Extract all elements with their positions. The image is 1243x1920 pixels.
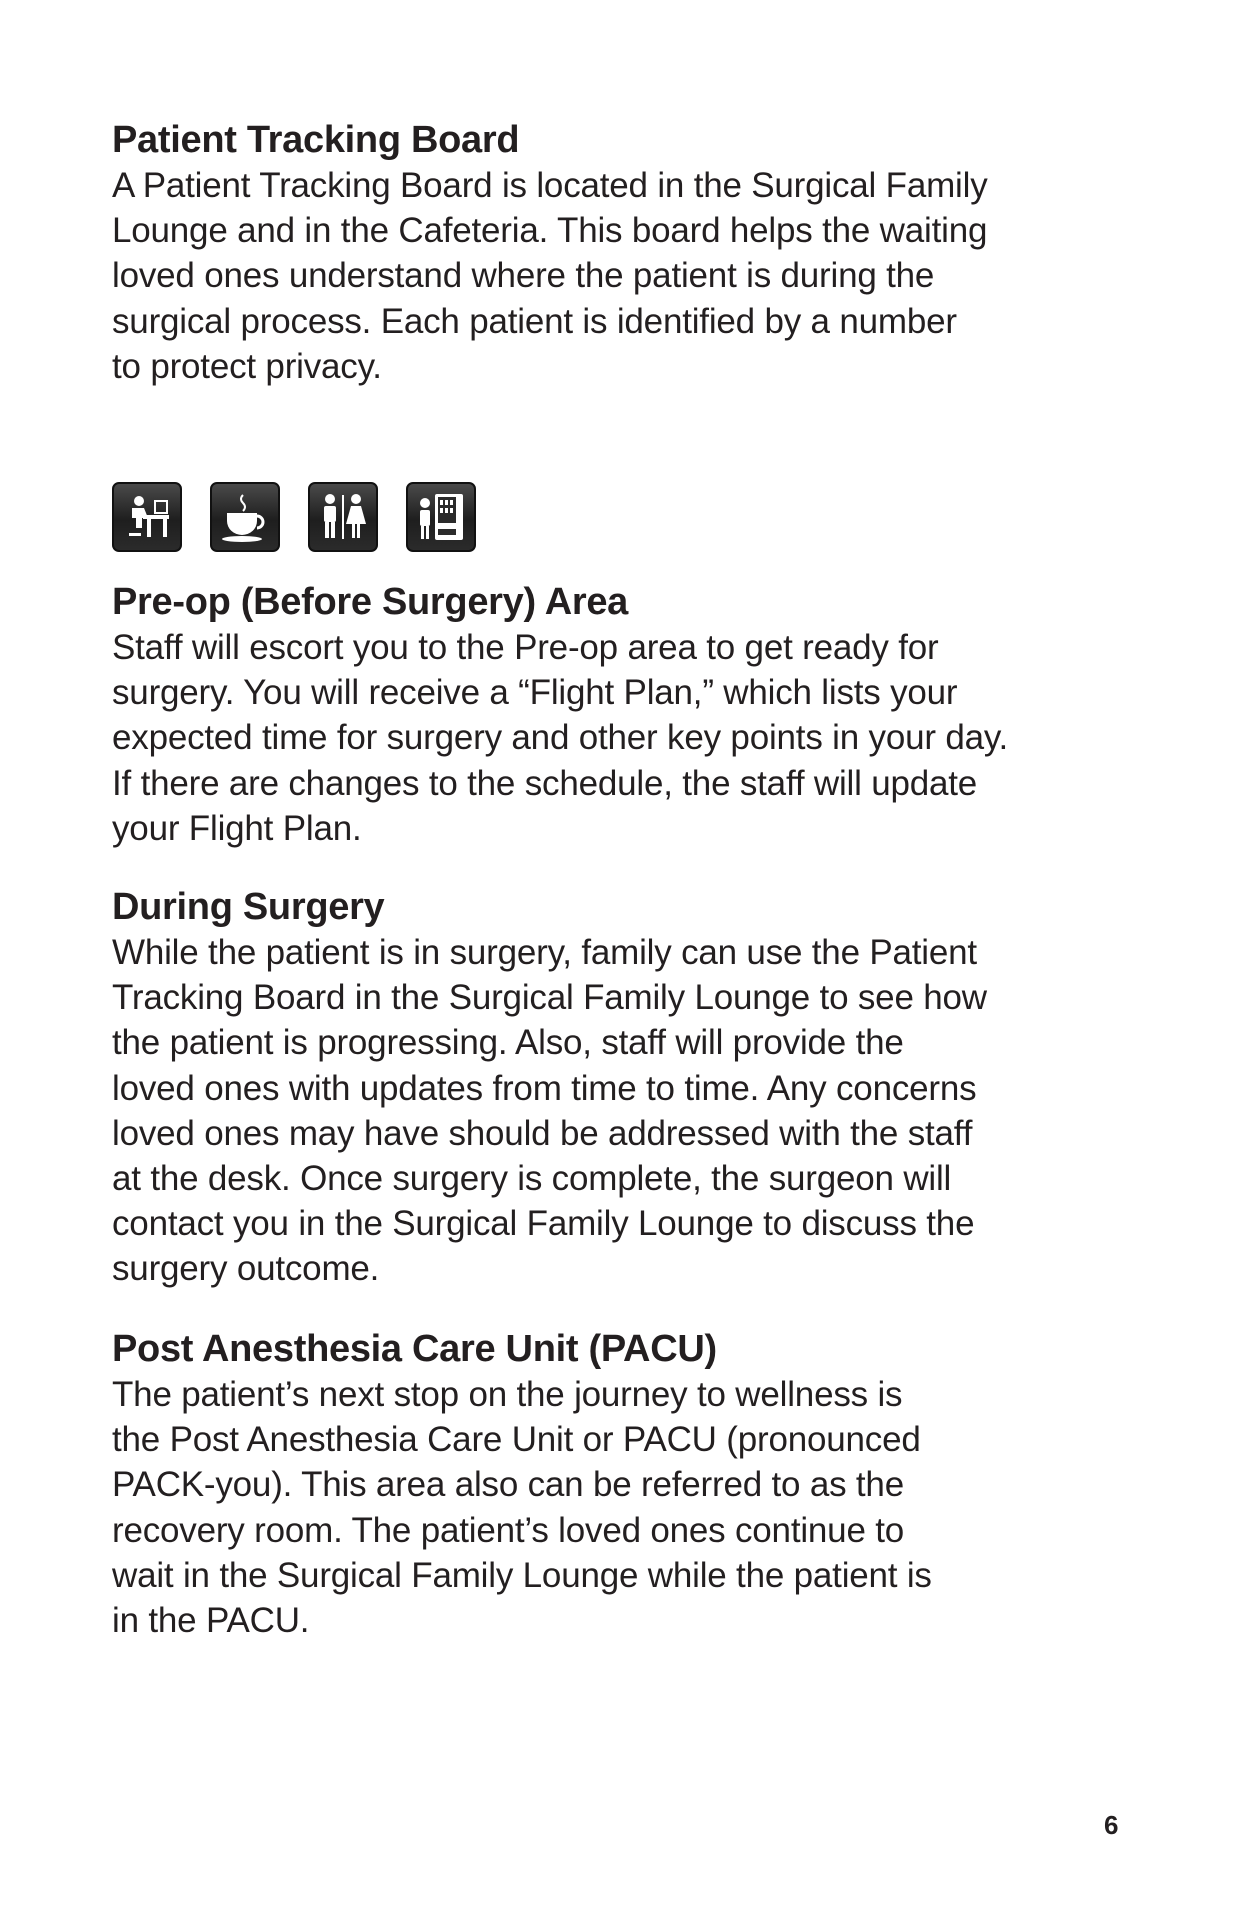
- body-line: loved ones may have should be addressed with the staff: [112, 1113, 973, 1153]
- section-heading: Post Anesthesia Care Unit (PACU): [112, 1328, 717, 1370]
- body-line: at the desk. Once surgery is complete, the surgeon will: [112, 1159, 952, 1199]
- section-heading: Pre-op (Before Surgery) Area: [112, 581, 628, 623]
- body-line: surgical process. Each patient is identified by a number: [112, 301, 957, 341]
- section-heading: Patient Tracking Board: [112, 119, 520, 161]
- body-line: Tracking Board in the Surgical Family Lounge to see how: [112, 978, 987, 1018]
- body-line: PACK-you). This area also can be referred to as the: [112, 1465, 904, 1505]
- body-line: loved ones understand where the patient is during the: [112, 256, 935, 296]
- body-line: wait in the Surgical Family Lounge while the patient is: [112, 1555, 932, 1595]
- section-pre-op-area: [112, 580, 1008, 851]
- body-line: contact you in the Surgical Family Lounge to discuss the: [112, 1204, 975, 1244]
- desk-staff-icon: [112, 482, 182, 552]
- body-line: surgery. You will receive a “Flight Plan,” which lists your: [112, 673, 958, 713]
- body-line: your Flight Plan.: [112, 808, 362, 848]
- body-line: the patient is progressing. Also, staff will provide the: [112, 1023, 904, 1063]
- body-line: surgery outcome.: [112, 1249, 380, 1289]
- body-line: recovery room. The patient’s loved ones continue to: [112, 1510, 905, 1550]
- body-line: Staff will escort you to the Pre-op area to get ready for: [112, 628, 939, 667]
- body-line: The patient’s next stop on the journey to wellness is: [112, 1375, 903, 1414]
- page-number: 6: [1104, 1810, 1119, 1840]
- section-heading: During Surgery: [112, 886, 385, 928]
- body-line: the Post Anesthesia Care Unit or PACU (pronounced: [112, 1420, 921, 1460]
- section-during-surgery: [112, 885, 987, 1292]
- section-patient-tracking-board: [112, 118, 988, 389]
- section-pacu: [112, 1327, 932, 1643]
- body-line: While the patient is in surgery, family can use the Patient: [112, 933, 977, 972]
- body-line: If there are changes to the schedule, the staff will update: [112, 763, 978, 803]
- body-line: in the PACU.: [112, 1601, 310, 1641]
- body-line: Lounge and in the Cafeteria. This board helps the waiting: [112, 211, 988, 251]
- coffee-cup-icon: [210, 482, 280, 552]
- amenity-icons-row: [112, 482, 476, 552]
- vending-machine-icon: [406, 482, 476, 552]
- body-line: loved ones with updates from time to time. Any concerns: [112, 1068, 977, 1108]
- body-line: to protect privacy.: [112, 346, 382, 386]
- restroom-icon: [308, 482, 378, 552]
- body-line: A Patient Tracking Board is located in the Surgical Family: [112, 166, 988, 205]
- body-line: expected time for surgery and other key points in your day.: [112, 718, 1009, 758]
